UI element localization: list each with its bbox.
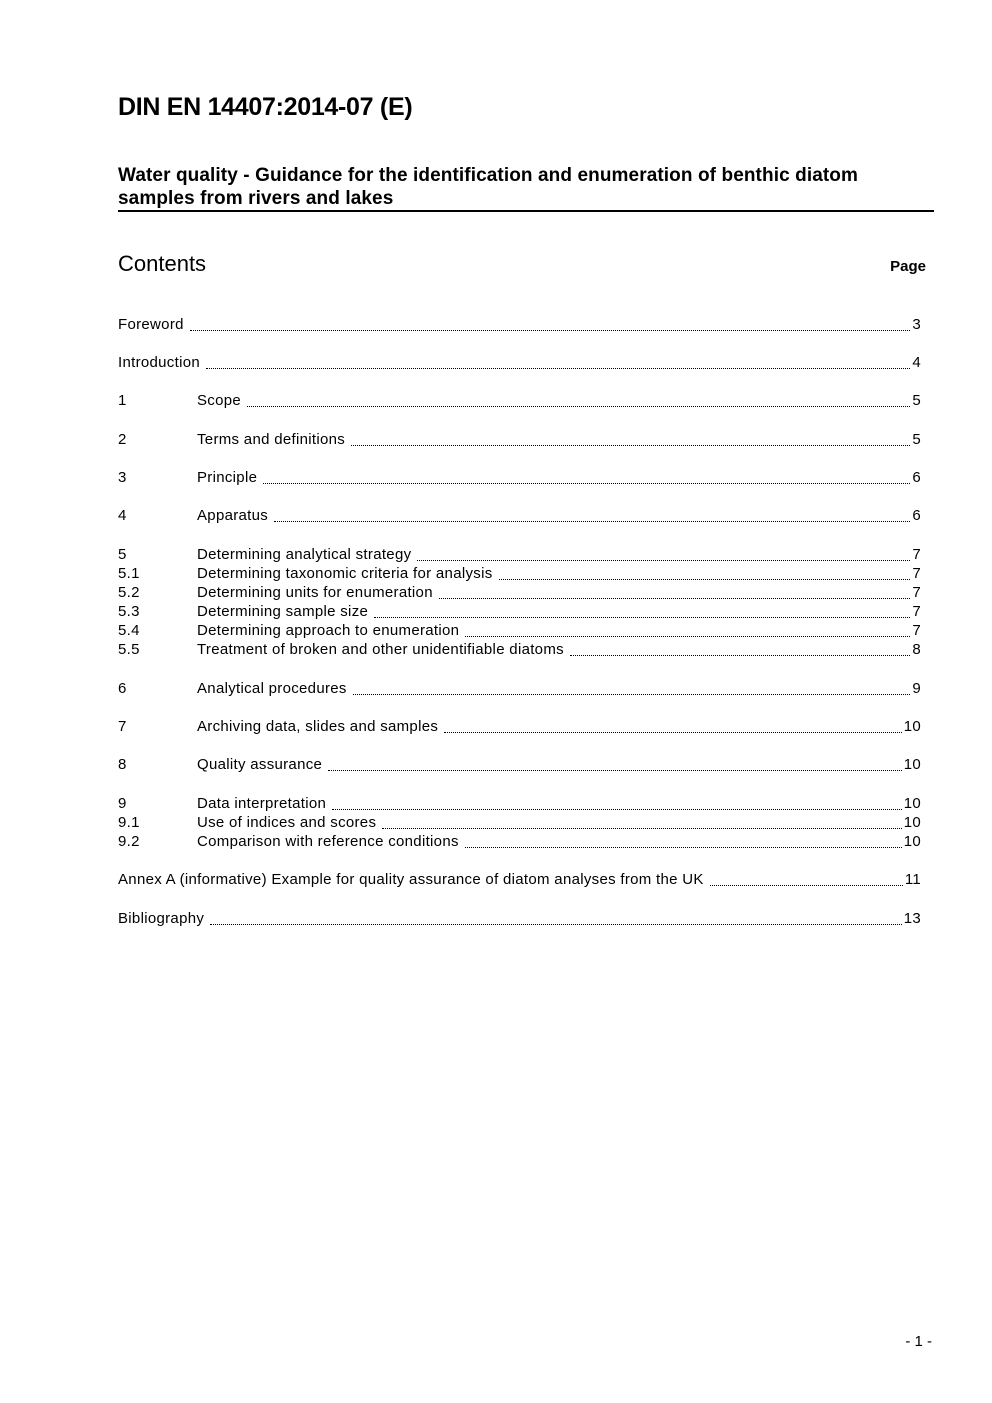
toc-dot-leader xyxy=(190,330,911,331)
toc-entry[interactable] xyxy=(118,756,921,775)
toc-entry[interactable] xyxy=(118,469,921,488)
toc-dot-leader xyxy=(247,406,910,407)
toc-entry-number: 6 xyxy=(118,680,127,697)
toc-dot-leader xyxy=(351,445,910,446)
toc-entry-number: 8 xyxy=(118,756,127,773)
toc-entry-page: 10 xyxy=(903,756,921,773)
toc-entry[interactable] xyxy=(118,622,921,641)
toc-entry-title: Treatment of broken and other unidentifiable diatoms xyxy=(197,641,564,658)
toc-entry-page: 10 xyxy=(903,814,921,831)
toc-entry-page: 4 xyxy=(912,354,921,371)
toc-entry[interactable] xyxy=(118,354,921,373)
toc-dot-leader xyxy=(417,560,910,561)
toc-entry[interactable] xyxy=(118,910,921,929)
toc-entry-number: 9 xyxy=(118,795,127,812)
toc-entry-page: 7 xyxy=(912,622,921,639)
toc-dot-leader xyxy=(439,598,910,599)
toc-dot-leader xyxy=(328,770,902,771)
toc-entry[interactable] xyxy=(118,316,921,335)
toc-entry-title: Archiving data, slides and samples xyxy=(197,718,439,735)
title-rule xyxy=(118,210,934,212)
toc-entry-number: 5.4 xyxy=(118,622,140,639)
toc-entry-title: Principle xyxy=(197,469,258,486)
toc-entry[interactable] xyxy=(118,871,921,890)
toc-entry-number: 4 xyxy=(118,507,127,524)
toc-entry[interactable] xyxy=(118,833,921,852)
toc-entry-title: Determining analytical strategy xyxy=(197,546,412,563)
toc-entry-title: Data interpretation xyxy=(197,795,327,812)
toc-entry-number: 9.1 xyxy=(118,814,140,831)
toc-dot-leader xyxy=(374,617,910,618)
toc-entry-page: 8 xyxy=(912,641,921,658)
toc-entry-number: 3 xyxy=(118,469,127,486)
toc-dot-leader xyxy=(444,732,902,733)
toc-entry[interactable] xyxy=(118,584,921,603)
toc-dot-leader xyxy=(382,828,901,829)
toc-entry[interactable] xyxy=(118,507,921,526)
footer-page-number: - 1 - xyxy=(905,1333,932,1350)
toc-entry-page: 5 xyxy=(912,431,921,448)
toc-entry-number: 9.2 xyxy=(118,833,140,850)
toc-entry-title: Annex A (informative) Example for quality assurance of diatom analyses from the UK xyxy=(118,871,704,888)
toc-entry[interactable] xyxy=(118,546,921,565)
toc-entry-title: Determining units for enumeration xyxy=(197,584,433,601)
toc-entry-page: 10 xyxy=(903,833,921,850)
contents-heading: Contents xyxy=(118,251,207,276)
toc-entry-page: 3 xyxy=(912,316,921,333)
toc-dot-leader xyxy=(353,694,911,695)
toc-entry-page: 6 xyxy=(912,507,921,524)
toc-entry-page: 11 xyxy=(904,871,921,888)
toc-entry-title: Analytical procedures xyxy=(197,680,347,697)
toc-entry[interactable] xyxy=(118,814,921,833)
toc-dot-leader xyxy=(465,847,902,848)
toc-entry-page: 7 xyxy=(912,546,921,563)
toc-dot-leader xyxy=(263,483,910,484)
toc-entry-page: 6 xyxy=(912,469,921,486)
toc-entry-number: 5.2 xyxy=(118,584,140,601)
toc-entry-page: 7 xyxy=(912,584,921,601)
toc-entry-page: 7 xyxy=(912,565,921,582)
toc-dot-leader xyxy=(499,579,911,580)
toc-entry-title: Foreword xyxy=(118,316,184,333)
toc-entry-page: 9 xyxy=(912,680,921,697)
toc-entry[interactable] xyxy=(118,641,921,660)
toc-entry-number: 2 xyxy=(118,431,127,448)
toc-dot-leader xyxy=(465,636,910,637)
toc-entry-page: 10 xyxy=(903,795,921,812)
toc-entry-number: 5 xyxy=(118,546,127,563)
toc-entry-title: Determining sample size xyxy=(197,603,369,620)
toc-entry[interactable] xyxy=(118,603,921,622)
toc-entry-title: Bibliography xyxy=(118,910,205,927)
toc-entry-page: 5 xyxy=(912,392,921,409)
toc-dot-leader xyxy=(206,368,910,369)
toc-entry[interactable] xyxy=(118,392,921,411)
toc-entry-page: 7 xyxy=(912,603,921,620)
toc-dot-leader xyxy=(332,809,902,810)
toc-dot-leader xyxy=(274,521,910,522)
toc-entry-title: Determining approach to enumeration xyxy=(197,622,460,639)
toc-entry-number: 7 xyxy=(118,718,127,735)
toc-entry[interactable] xyxy=(118,680,921,699)
page-column-label: Page xyxy=(890,258,926,275)
document-id: DIN EN 14407:2014-07 (E) xyxy=(118,93,413,121)
toc-entry[interactable] xyxy=(118,431,921,450)
toc-dot-leader xyxy=(210,924,902,925)
toc-entry-title: Apparatus xyxy=(197,507,269,524)
toc-entry-title: Scope xyxy=(197,392,242,409)
toc-entry-title: Quality assurance xyxy=(197,756,323,773)
toc-entry[interactable] xyxy=(118,795,921,814)
toc-entry-title: Introduction xyxy=(118,354,200,371)
toc-dot-leader xyxy=(710,885,903,886)
toc-entry-title: Use of indices and scores xyxy=(197,814,377,831)
toc-entry-page: 13 xyxy=(903,910,921,927)
document-title: Water quality - Guidance for the identification and enumeration of benthic diatom samples from rivers and lakes xyxy=(118,165,858,209)
toc-entry[interactable] xyxy=(118,565,921,584)
toc-entry-title: Terms and definitions xyxy=(197,431,346,448)
toc-entry-page: 10 xyxy=(903,718,921,735)
toc-entry-number: 1 xyxy=(118,392,127,409)
toc-entry-number: 5.1 xyxy=(118,565,140,582)
toc-entry-number: 5.3 xyxy=(118,603,140,620)
toc-entry[interactable] xyxy=(118,718,921,737)
toc-entry-number: 5.5 xyxy=(118,641,140,658)
toc-dot-leader xyxy=(570,655,910,656)
toc-entry-title: Comparison with reference conditions xyxy=(197,833,459,850)
toc-entry-title: Determining taxonomic criteria for analysis xyxy=(197,565,493,582)
